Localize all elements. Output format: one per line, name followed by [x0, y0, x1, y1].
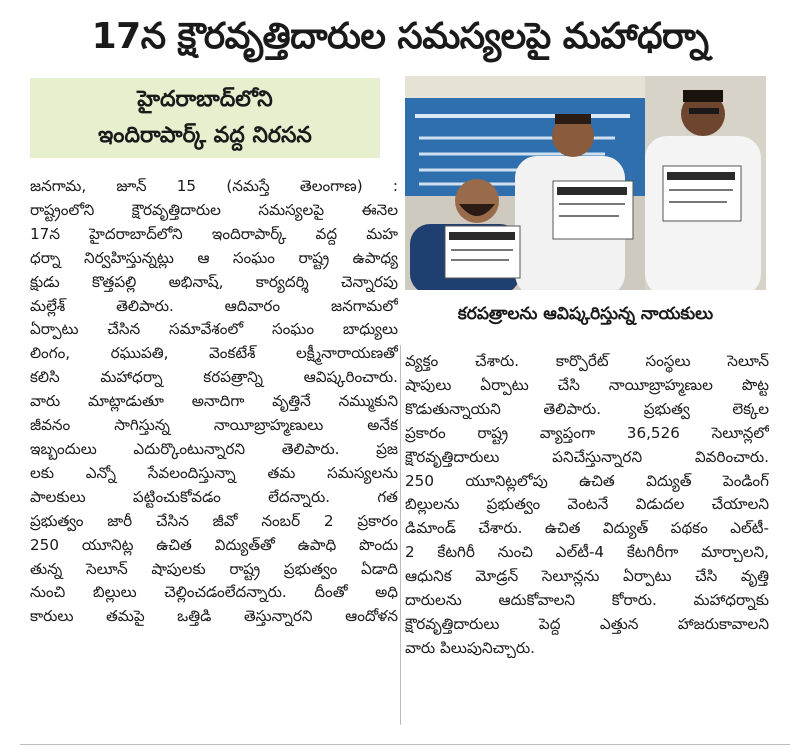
column1-line: రాష్ట్రంలోని క్షౌరవృత్తిదారుల సమస్యలపై ఈనెల [30, 200, 398, 219]
column2-line: ప్రకారం రాష్ట్ర వ్యాప్తంగా 36,526 సెలూన్లలో [405, 423, 769, 442]
subheadline-line-2: ఇందిరాపార్క్ వద్ద నిరసన [98, 123, 312, 148]
article-column-1 [30, 175, 398, 629]
column2-line: దారులను ఆదుకోవాలని కోరారు. మహాధర్నాకు [405, 591, 769, 610]
column2-line: వారు పిలుపునిచ్చారు. [405, 638, 535, 657]
column1-line: జీవనం సాగిస్తున్న నాయీబ్రాహ్మణులు అనేక [30, 416, 398, 435]
column1-line: కలిసి మహాధర్నా కరపత్రాన్ని ఆవిష్కరించారు. [30, 368, 398, 387]
subheadline-box [30, 78, 380, 158]
column2-line: క్షౌరవృత్తిదారులు పనిచేస్తున్నారని వివరించారు. [405, 447, 769, 466]
subheadline-line-1: హైదరాబాద్‌లోని [137, 87, 273, 112]
column1-line: ఏర్పాటు చేసిన సమావేశంలో సంఘం బాధ్యులు [30, 320, 398, 339]
column2-line: ఆధునిక మోడ్రన్ సెలూన్లను ఏర్పాటు చేసి వృత్తి [405, 567, 769, 586]
column1-line: ధర్నా నిర్వహిస్తున్నట్లు ఆ సంఘం రాష్ట్ర ఉపాధ్య [30, 248, 398, 267]
photo-caption: కరపత్రాలను ఆవిష్కరిస్తున్న నాయకులు [457, 304, 714, 324]
article-column-2 [405, 350, 769, 661]
news-photo [405, 76, 766, 290]
column1-line: తున్న సెలూన్ షాపులకు రాష్ట్ర ప్రభుత్వం ఏడాది [30, 559, 398, 578]
column1-line: 250 యూనిట్ల ఉచిత విద్యుత్‌తో ఉపాధి పొందు [30, 535, 398, 554]
headline: 17న క్షౌరవృత్తిదారుల సమస్యలపై మహాధర్నా [91, 16, 709, 57]
column2-line: వ్యక్తం చేశారు. కార్పొరేట్ సంస్థలు సెలూన్ [405, 352, 769, 370]
column2-line: షాపులు ఏర్పాటు చేసి నాయీబ్రాహ్మణుల పొట్ట [405, 375, 769, 394]
column2-line: డిమాండ్ చేశారు. ఉచిత విద్యుత్ పథకం ఎల్‌టీ- [405, 519, 769, 538]
column2-line: బిల్లులను ప్రభుత్వం వెంటనే విడుదల చేయాలని [405, 495, 769, 514]
column1-line: మల్లేశ్ తెలిపారు. ఆదివారం జనగామలో [30, 296, 398, 315]
column1-line: క్షుడు కొత్తపల్లి అభినాష్, కార్యదర్శి చెన్నారపు [30, 272, 398, 291]
column1-line: లింగం, రఘుపతి, వెంకటేశ్ లక్ష్మీనారాయణతో [30, 344, 398, 363]
column2-line: 2 కేటగిరీ నుంచి ఎల్‌టీ-4 కేటగిరీగా మార్చాలని, [405, 543, 769, 562]
column1-line: కారులు తమపై ఒత్తిడి తెస్తున్నారని ఆందోళన [30, 607, 398, 626]
column2-line: క్షౌరవృత్తిదారులు పెద్ద ఎత్తున హాజరుకావాలని [405, 614, 769, 633]
column1-line: 17న హైదరాబాద్‌లోని ఇందిరాపార్క్ వద్ద మహ [30, 224, 398, 243]
column1-line: లకు ఎన్నో సేవలందిస్తున్నా తమ సమస్యలను [30, 463, 398, 482]
column1-line: నుంచి బిల్లులు చెల్లించడంలేదన్నారు. దీంతో అధి [30, 583, 398, 602]
bottom-rule [20, 744, 790, 745]
column1-line: పాలకులు పట్టించుకోవడం లేదన్నారు. గత [30, 487, 398, 506]
column2-line: 250 యూనిట్లలోపు ఉచిత విద్యుత్ పెండింగ్ [405, 471, 769, 490]
column1-line: ప్రభుత్వం జారీ చేసిన జీవో నంబర్ 2 ప్రకారం [30, 511, 398, 530]
column1-line: ఇబ్బందులు ఎదుర్కొంటున్నారని తెలిపారు. ప్రజ [30, 439, 398, 458]
column-divider [400, 345, 401, 725]
column1-line: జనగామ, జూన్ 15 (నమస్తే తెలంగాణ) : [30, 177, 398, 195]
column1-line: వారు మాట్లాడుతూ అనాదిగా వృత్తినే నమ్ముకుని [30, 392, 398, 411]
column2-line: కొడుతున్నాయని తెలిపారు. ప్రభుత్వ లెక్కల [405, 399, 769, 418]
